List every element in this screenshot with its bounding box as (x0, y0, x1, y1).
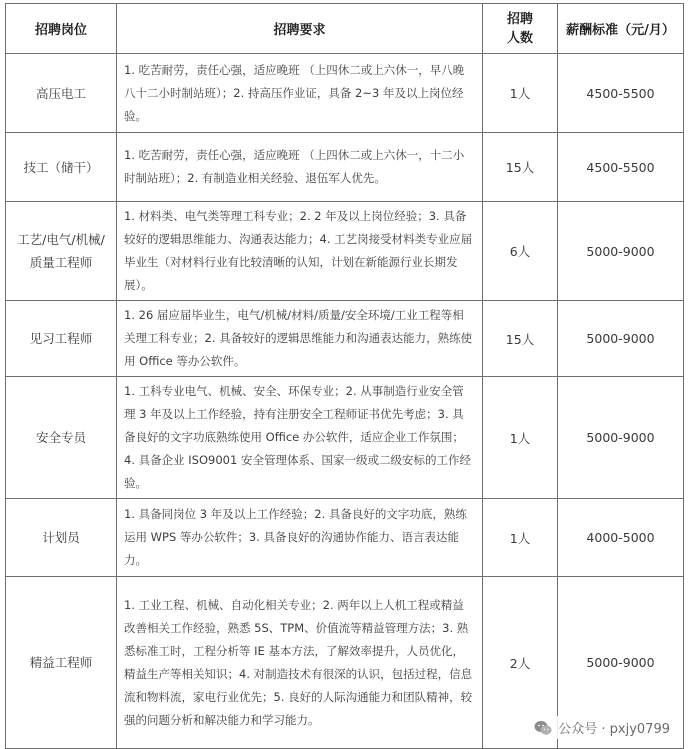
job-requirements: 1. 材料类、电气类等理工科专业；2. 2 年及以上岗位经验；3. 具备较好的逻辑思维能力、沟通表达能力；4. 工艺岗接受材料类专业应届毕业生（对材料行业有比较清晰的认知，计划在新能源行业长期发展）。 (117, 202, 483, 301)
header-count (483, 4, 558, 54)
header-salary: 薪酬标准（元/月） (558, 4, 684, 54)
header-requirements: 招聘要求 (117, 4, 483, 54)
table-row (6, 377, 684, 499)
job-requirements: 1. 工科专业电气、机械、安全、环保专业；2. 从事制造行业安全管理 3 年及以上工作经验，持有注册安全工程师证书优先考虑；3. 具备良好的文字功底熟练使用 Office 办公软件，适应企业工作氛围；4. 具备企业 ISO9001 安全管理体系、国家一级或二级安标的工作经验。 (117, 377, 483, 499)
watermark-text: 公众号 · pxjy0799 (558, 722, 670, 737)
header-count-line2: 人数 (506, 30, 533, 46)
table-row (6, 202, 684, 301)
job-count: 1人 (483, 499, 558, 577)
job-title-line2: 质量工程师 (29, 255, 93, 270)
job-requirements: 1. 工业工程、机械、自动化相关专业；2. 两年以上人机工程或精益改善相关工作经验，熟悉 5S、TPM、价值流等精益管理方法；3. 熟悉标准工时，工程分析等 IE 基本方法，了解效率提升，人员优化，精益生产等相关知识；4. 对制造技术有很深的认识，包括过程，信息流和物料流，家电行业优先；5. 良好的人际沟通能力和团队精神，较强的问题分析和解决能力和学习能力。 (117, 577, 483, 749)
job-title (6, 202, 117, 301)
job-salary: 5000-9000 (558, 377, 684, 499)
job-count: 1人 (483, 54, 558, 133)
job-requirements: 1. 26 届应届毕业生，电气/机械/材料/质量/安全环境/工业工程等相关理工科专业；2. 具备较好的逻辑思维能力和沟通表达能力，熟练使用 Office 等办公软件。 (117, 301, 483, 377)
job-salary: 4500-5500 (558, 133, 684, 202)
job-title: 高压电工 (6, 54, 117, 133)
job-requirements: 1. 吃苦耐劳，责任心强，适应晚班 （上四休二或上六休一，早八晚八十二小时制站班）；2. 持高压作业证，具备 2~3 年及以上岗位经验。 (117, 54, 483, 133)
job-count: 15人 (483, 301, 558, 377)
job-count: 2人 (483, 577, 558, 749)
job-recruitment-table (5, 3, 684, 749)
wechat-watermark (530, 716, 674, 739)
job-salary: 5000-9000 (558, 301, 684, 377)
job-salary: 4000-5000 (558, 499, 684, 577)
job-count: 1人 (483, 377, 558, 499)
job-title: 见习工程师 (6, 301, 117, 377)
job-title: 技工（储干） (6, 133, 117, 202)
job-title: 安全专员 (6, 377, 117, 499)
table-header-row (6, 4, 684, 54)
table-row (6, 499, 684, 577)
job-title: 计划员 (6, 499, 117, 577)
job-count: 15人 (483, 133, 558, 202)
job-title: 精益工程师 (6, 577, 117, 749)
job-salary: 4500-5500 (558, 54, 684, 133)
job-requirements: 1. 吃苦耐劳，责任心强，适应晚班 （上四休二或上六休一，十二小时制站班）；2. 有制造业相关经验、退伍军人优先。 (117, 133, 483, 202)
job-salary: 5000-9000 (558, 577, 684, 749)
table-row (6, 301, 684, 377)
header-position: 招聘岗位 (6, 4, 117, 54)
job-requirements: 1. 具备同岗位 3 年及以上工作经验；2. 具备良好的文字功底，熟练运用 WPS 等办公软件；3. 具备良好的沟通协作能力、语言表达能力。 (117, 499, 483, 577)
wechat-icon (534, 720, 552, 736)
job-title-line1: 工艺/电气/机械/ (17, 232, 105, 247)
header-count-line1: 招聘 (506, 11, 533, 27)
job-count: 6人 (483, 202, 558, 301)
table-row (6, 54, 684, 133)
job-salary: 5000-9000 (558, 202, 684, 301)
table-row (6, 133, 684, 202)
